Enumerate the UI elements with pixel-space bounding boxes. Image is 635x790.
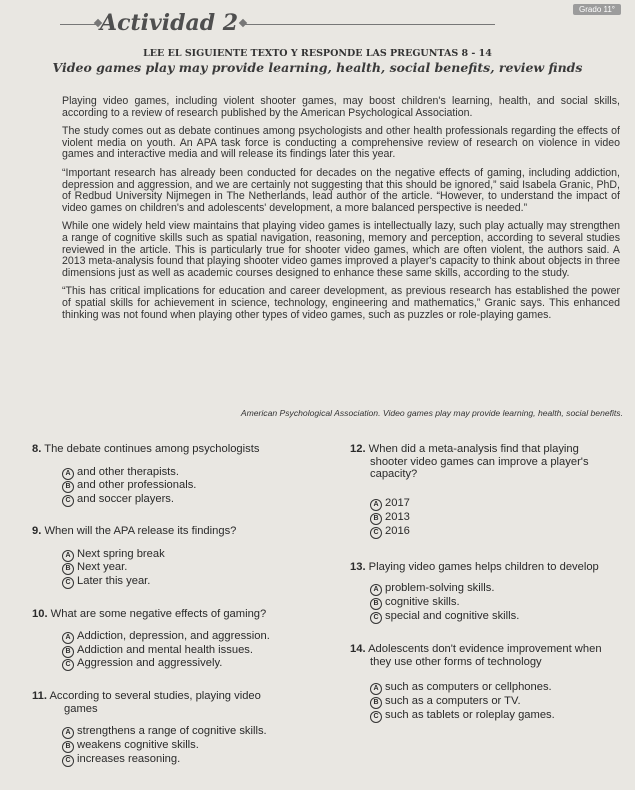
option-10a[interactable] — [62, 630, 270, 644]
option-circle[interactable]: C — [370, 711, 382, 723]
option-text: 2017 — [385, 497, 410, 509]
question-number: 12. — [350, 443, 366, 455]
option-text: such as a computers or TV. — [385, 695, 521, 707]
option-8c[interactable] — [62, 493, 174, 507]
option-circle[interactable]: A — [62, 632, 74, 644]
option-circle[interactable]: C — [62, 755, 74, 767]
question-9 — [32, 525, 236, 538]
question-text-line-2: they use other forms of technology — [370, 655, 542, 668]
option-text: and other therapists. — [77, 466, 179, 478]
question-10 — [32, 608, 266, 621]
option-9b[interactable] — [62, 561, 127, 575]
option-13c[interactable] — [370, 610, 519, 624]
option-text: weakens cognitive skills. — [77, 739, 199, 751]
option-14c[interactable] — [370, 709, 555, 723]
article-headline-text: Video games play may provide learning, health, social benefits, review finds — [52, 60, 583, 75]
option-14b[interactable] — [370, 695, 521, 709]
question-text: The debate continues among psychologists — [44, 443, 260, 455]
option-circle[interactable]: A — [62, 550, 74, 562]
question-14 — [350, 643, 630, 668]
option-circle[interactable]: C — [62, 577, 74, 589]
option-circle[interactable]: A — [62, 727, 74, 739]
question-11 — [32, 690, 328, 715]
option-text: Aggression and aggressively. — [77, 657, 223, 669]
option-11a[interactable] — [62, 725, 267, 739]
activity-title: Actividad 2 — [100, 10, 239, 36]
option-circle[interactable]: C — [370, 527, 382, 539]
question-8 — [32, 443, 259, 456]
option-11c[interactable] — [62, 753, 180, 767]
option-9a[interactable] — [62, 548, 165, 562]
article-citation: American Psychological Association. Video games play may provide learning, health, social benefits. — [240, 408, 623, 418]
option-text: Addiction, depression, and aggression. — [77, 630, 270, 642]
question-12 — [350, 443, 622, 481]
option-text: problem-solving skills. — [385, 582, 495, 594]
question-number: 11. — [32, 690, 47, 702]
question-number: 9. — [32, 525, 42, 537]
option-circle[interactable]: A — [370, 683, 382, 695]
option-11b[interactable] — [62, 739, 199, 753]
option-circle[interactable]: B — [62, 646, 74, 658]
question-text-line-3: capacity? — [370, 468, 418, 480]
option-text: special and cognitive skills. — [385, 610, 520, 622]
question-text: Playing video games helps children to develop — [368, 561, 599, 573]
option-8a[interactable] — [62, 466, 179, 480]
question-text: What are some negative effects of gaming? — [50, 608, 267, 620]
question-number: 13. — [350, 561, 366, 573]
question-text-line-2: shooter video games can improve a player's — [370, 455, 589, 468]
question-text-line-1: Adolescents don't evidence improvement when — [368, 643, 602, 655]
paragraph-5: “This has critical implications for education and career development, as previous research has established the power of spatial skills for achievement in science, technology, engineering and mathematics,” Granic says. This enhanced thinking was not found when playing other types of video games, such as puzzles or role-playing games. — [62, 285, 620, 321]
question-text-line-1: According to several studies, playing video — [49, 690, 261, 702]
option-12a[interactable] — [370, 497, 410, 511]
option-12b[interactable] — [370, 511, 410, 525]
option-circle[interactable]: B — [62, 563, 74, 575]
question-number: 14. — [350, 643, 366, 655]
question-number: 10. — [32, 608, 48, 620]
option-circle[interactable]: A — [370, 499, 382, 511]
option-8b[interactable] — [62, 479, 196, 493]
option-text: Addiction and mental health issues. — [77, 644, 254, 656]
option-text: increases reasoning. — [77, 753, 181, 765]
option-circle[interactable]: B — [370, 513, 382, 525]
article-headline — [0, 61, 635, 74]
question-text: When will the APA release its findings? — [44, 525, 237, 537]
option-text: and other professionals. — [77, 479, 197, 491]
option-circle[interactable]: C — [62, 495, 74, 507]
instruction: LEE EL SIGUIENTE TEXTO Y RESPONDE LAS PREGUNTAS 8 - 14 — [143, 48, 492, 59]
option-13b[interactable] — [370, 596, 460, 610]
option-text: 2016 — [385, 525, 410, 537]
option-circle[interactable]: C — [62, 659, 74, 671]
option-circle[interactable]: B — [62, 741, 74, 753]
option-text: strengthens a range of cognitive skills. — [77, 725, 267, 737]
paragraph-1: Playing video games, including violent shooter games, may boost children's learning, health, and social skills, according to a review of research published by the American Psychological Association. — [62, 95, 620, 119]
option-14a[interactable] — [370, 681, 552, 695]
option-text: Next year. — [77, 561, 128, 573]
grade-badge: Grado 11° — [573, 4, 621, 15]
option-9c[interactable] — [62, 575, 150, 589]
question-text-line-2: games — [64, 702, 98, 715]
paragraph-2: The study comes out as debate continues among psychologists and other health professionals regarding the effects of violent media on youth. An APA task force is conducting a comprehensive review of research on violence in video games and interactive media and will release its findings later this year. — [62, 125, 620, 161]
option-text: such as computers or cellphones. — [385, 681, 552, 693]
question-text-line-1: When did a meta-analysis find that playing — [368, 443, 579, 455]
title-ornament-right — [239, 19, 247, 27]
option-13a[interactable] — [370, 582, 494, 596]
question-number: 8. — [32, 443, 42, 455]
option-circle[interactable]: B — [62, 481, 74, 493]
option-text: Next spring break — [77, 548, 165, 560]
title-rule-right — [245, 24, 495, 25]
option-text: such as tablets or roleplay games. — [385, 709, 555, 721]
paragraph-4: While one widely held view maintains that playing video games is intellectually lazy, such play actually may strengthen a range of cognitive skills such as spatial navigation, reasoning, memory and perception, according to several studies reviewed in the article. This is particularly true for shooter video games, which are often violent, the authors said. A 2013 meta-analysis found that playing shooter video games improved a player's capacity to think about objects in three dimensions just as well as academic courses designed to enhance these same skills, according to the study. — [62, 220, 620, 279]
option-10b[interactable] — [62, 644, 253, 658]
question-13 — [350, 561, 599, 574]
option-text: Later this year. — [77, 575, 151, 587]
title-rule-left — [60, 24, 98, 25]
option-circle[interactable]: C — [370, 612, 382, 624]
option-text: 2013 — [385, 511, 410, 523]
option-circle[interactable]: A — [370, 584, 382, 596]
option-12c[interactable] — [370, 525, 410, 539]
option-10c[interactable] — [62, 657, 222, 671]
paragraph-3: “Important research has already been conducted for decades on the negative effects of gaming, including addiction, depression and aggression, and we are certainly not suggesting that this should be ignored,” said Isabela Granic, PhD, of Redbud University Nijmegen in The Netherlands, lead author of the article. “However, to understand the impact of video games on children's and adolescents' development, a more balanced perspective is needed.” — [62, 166, 620, 214]
article-body — [62, 96, 620, 328]
option-text: cognitive skills. — [385, 596, 460, 608]
option-circle[interactable]: B — [370, 697, 382, 709]
option-circle[interactable]: B — [370, 598, 382, 610]
option-text: and soccer players. — [77, 493, 175, 505]
option-circle[interactable]: A — [62, 468, 74, 480]
